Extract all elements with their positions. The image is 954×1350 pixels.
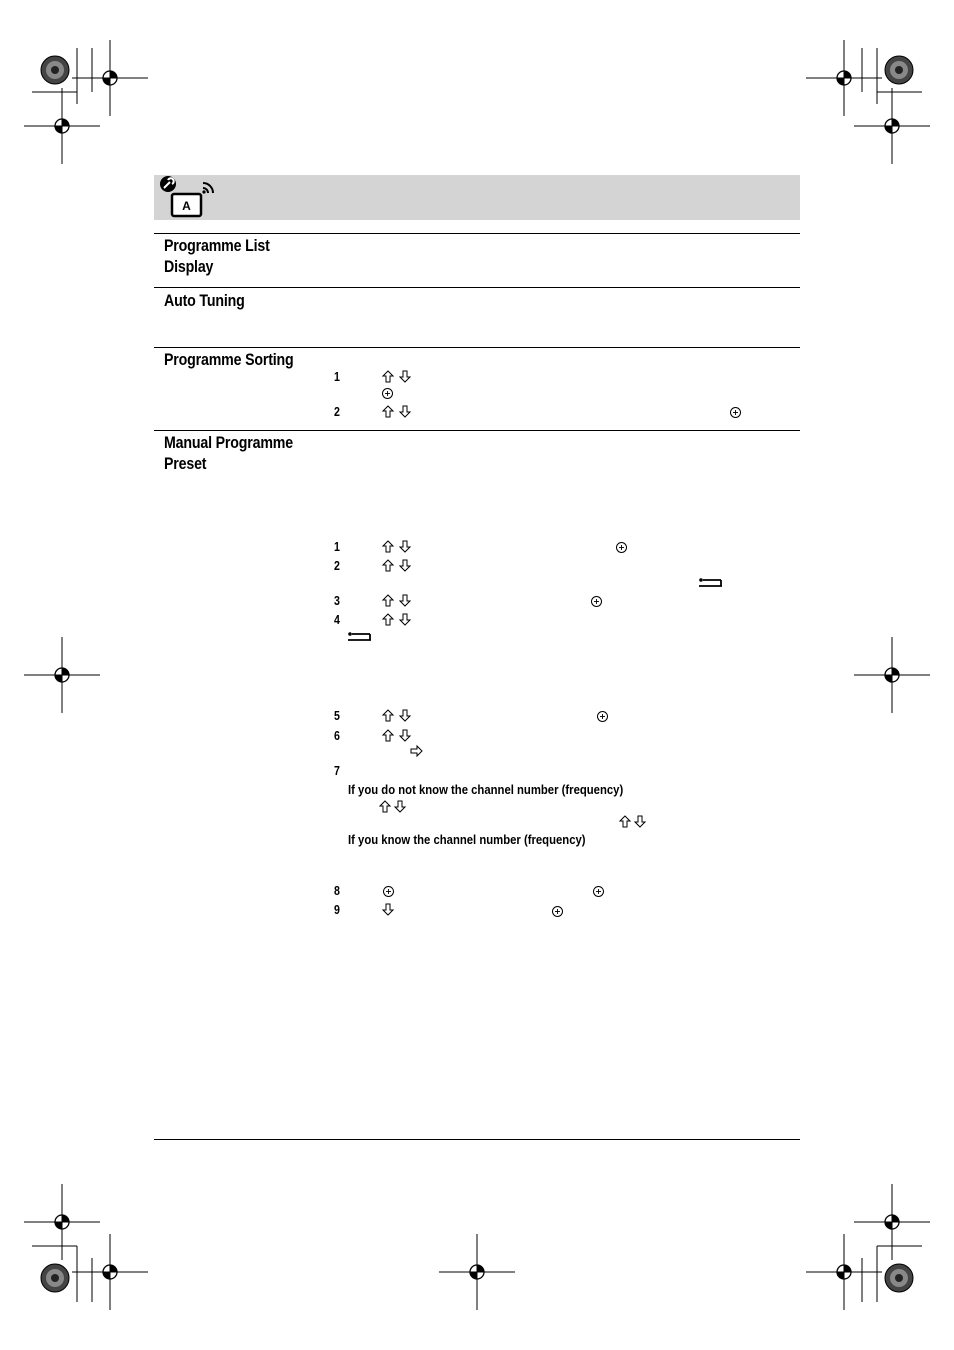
arrow-up-down-icon <box>383 371 410 382</box>
arrow-up-down-icon <box>383 595 410 606</box>
ok-button-icon <box>384 887 394 897</box>
heading-programme-sorting: Programme Sorting <box>164 351 294 369</box>
arrow-up-down-icon <box>383 541 410 552</box>
arrow-up-down-icon <box>383 710 410 721</box>
manual-step-number: 9 <box>334 903 340 917</box>
manual-step-number: 5 <box>334 709 340 723</box>
ok-button-icon <box>617 543 627 553</box>
manual-step-number: 8 <box>334 884 340 898</box>
manual-step-number: 1 <box>334 540 340 554</box>
heading-manual-programme-preset: Manual Programme Preset <box>164 434 293 473</box>
ok-button-icon <box>594 887 604 897</box>
ok-button-icon <box>598 712 608 722</box>
sorting-step-number: 1 <box>334 370 340 384</box>
note-unknown-channel: If you do not know the channel number (frequency) <box>348 782 624 797</box>
arrow-down-icon <box>383 904 393 915</box>
arrow-up-down-icon <box>383 406 410 417</box>
ok-button-icon <box>383 389 393 399</box>
arrow-up-down-icon <box>383 560 410 571</box>
heading-auto-tuning: Auto Tuning <box>164 292 245 310</box>
arrow-up-down-icon <box>380 801 405 812</box>
ok-button-icon <box>553 907 563 917</box>
heading-programme-list-display: Programme List Display <box>164 237 270 276</box>
arrow-up-down-icon <box>620 816 645 827</box>
manual-step-number: 2 <box>334 559 340 573</box>
arrow-up-down-icon <box>383 730 410 741</box>
note-known-channel: If you know the channel number (frequency) <box>348 832 586 847</box>
ok-button-icon <box>731 408 741 418</box>
manual-step-number: 7 <box>334 764 340 778</box>
arrow-up-down-icon <box>383 614 410 625</box>
return-icon <box>348 632 371 640</box>
svg-text:A: A <box>182 199 191 213</box>
arrow-right-icon <box>411 746 422 756</box>
ok-button-icon <box>592 597 602 607</box>
manual-step-number: 4 <box>334 613 340 627</box>
manual-step-number: 3 <box>334 594 340 608</box>
return-icon <box>699 578 722 586</box>
sorting-step-number: 2 <box>334 405 340 419</box>
manual-step-number: 6 <box>334 729 340 743</box>
